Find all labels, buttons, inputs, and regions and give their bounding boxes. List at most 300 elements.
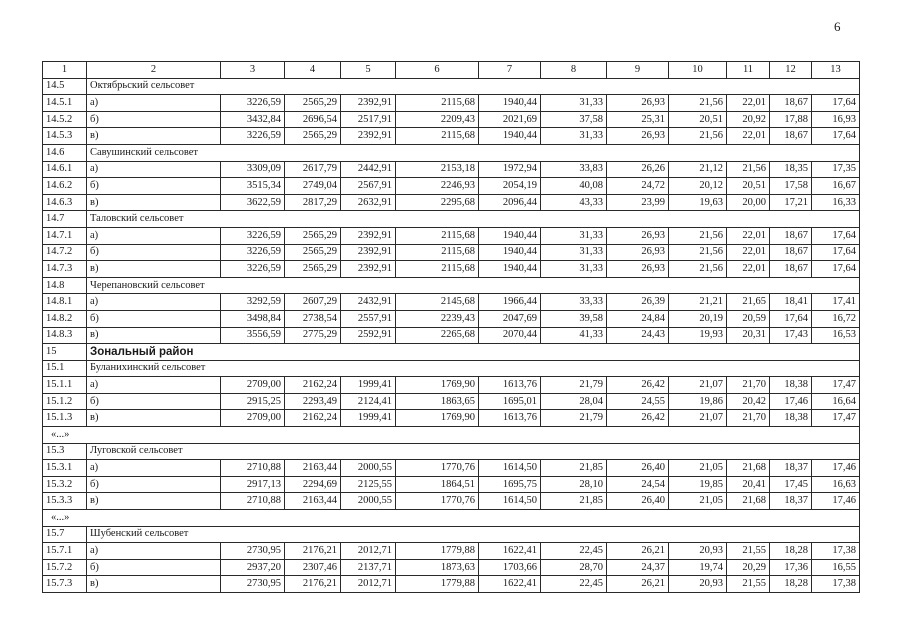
- section-row: [43, 443, 860, 460]
- value-cell: 1999,41: [341, 377, 396, 394]
- row-variant: а): [87, 543, 221, 560]
- value-cell: 2163,44: [285, 493, 341, 510]
- value-cell: 22,45: [541, 576, 607, 593]
- value-cell: 21,12: [669, 161, 727, 178]
- value-cell: 3226,59: [221, 95, 285, 112]
- region-name: Зональный район: [87, 344, 860, 361]
- value-cell: 2937,20: [221, 559, 285, 576]
- row-variant: а): [87, 294, 221, 311]
- value-cell: 19,85: [669, 476, 727, 493]
- row-code: 14.6: [43, 144, 87, 161]
- value-cell: 2145,68: [396, 294, 479, 311]
- value-cell: 2115,68: [396, 95, 479, 112]
- value-cell: 1972,94: [479, 161, 541, 178]
- section-row: [43, 78, 860, 95]
- value-cell: 21,79: [541, 377, 607, 394]
- value-cell: 2239,43: [396, 310, 479, 327]
- value-cell: 2392,91: [341, 95, 396, 112]
- value-cell: 17,38: [812, 576, 860, 593]
- value-cell: 18,67: [770, 128, 812, 145]
- table-row: [43, 178, 860, 195]
- value-cell: 18,37: [770, 460, 812, 477]
- region-row: [43, 344, 860, 361]
- value-cell: 2070,44: [479, 327, 541, 344]
- value-cell: 31,33: [541, 95, 607, 112]
- section-row: [43, 144, 860, 161]
- value-cell: 2115,68: [396, 227, 479, 244]
- section-name: Буланихинский сельсовет: [87, 360, 860, 377]
- row-code: 14.8.3: [43, 327, 87, 344]
- value-cell: 26,40: [607, 493, 669, 510]
- row-code: 14.5: [43, 78, 87, 95]
- value-cell: 2047,69: [479, 310, 541, 327]
- table-row: [43, 111, 860, 128]
- value-cell: 2567,91: [341, 178, 396, 195]
- value-cell: 20,29: [727, 559, 770, 576]
- table-row: [43, 128, 860, 145]
- value-cell: 1770,76: [396, 493, 479, 510]
- value-cell: 17,36: [770, 559, 812, 576]
- value-cell: 2392,91: [341, 244, 396, 261]
- value-cell: 20,19: [669, 310, 727, 327]
- value-cell: 20,93: [669, 543, 727, 560]
- column-header: 10: [669, 62, 727, 79]
- value-cell: 23,99: [607, 194, 669, 211]
- value-cell: 28,10: [541, 476, 607, 493]
- row-variant: б): [87, 310, 221, 327]
- section-row: [43, 277, 860, 294]
- value-cell: 19,93: [669, 327, 727, 344]
- value-cell: 17,41: [812, 294, 860, 311]
- row-code: 14.7.1: [43, 227, 87, 244]
- table-row: [43, 460, 860, 477]
- value-cell: 1613,76: [479, 410, 541, 427]
- value-cell: 2709,00: [221, 377, 285, 394]
- value-cell: 21,68: [727, 493, 770, 510]
- value-cell: 17,46: [770, 393, 812, 410]
- row-code: 15: [43, 344, 87, 361]
- value-cell: 3292,59: [221, 294, 285, 311]
- value-cell: 1779,88: [396, 576, 479, 593]
- row-variant: б): [87, 393, 221, 410]
- value-cell: 18,38: [770, 410, 812, 427]
- table-row: [43, 310, 860, 327]
- table-row: [43, 543, 860, 560]
- table-row: [43, 161, 860, 178]
- row-code: 14.6.3: [43, 194, 87, 211]
- value-cell: 17,35: [812, 161, 860, 178]
- row-code: 15.7.1: [43, 543, 87, 560]
- tariff-table: [42, 61, 860, 593]
- value-cell: 22,45: [541, 543, 607, 560]
- value-cell: 17,64: [812, 261, 860, 278]
- value-cell: 2209,43: [396, 111, 479, 128]
- omission-marker: «...»: [43, 510, 860, 527]
- row-code: 14.7.2: [43, 244, 87, 261]
- value-cell: 2607,29: [285, 294, 341, 311]
- value-cell: 1695,75: [479, 476, 541, 493]
- value-cell: 2432,91: [341, 294, 396, 311]
- value-cell: 33,83: [541, 161, 607, 178]
- row-code: 15.1: [43, 360, 87, 377]
- value-cell: 2124,41: [341, 393, 396, 410]
- row-variant: в): [87, 128, 221, 145]
- value-cell: 17,46: [812, 460, 860, 477]
- value-cell: 21,05: [669, 493, 727, 510]
- column-header: 4: [285, 62, 341, 79]
- value-cell: 20,12: [669, 178, 727, 195]
- value-cell: 1873,63: [396, 559, 479, 576]
- value-cell: 2176,21: [285, 543, 341, 560]
- table-row: [43, 377, 860, 394]
- value-cell: 24,37: [607, 559, 669, 576]
- value-cell: 2565,29: [285, 261, 341, 278]
- row-variant: в): [87, 327, 221, 344]
- header-row: [43, 62, 860, 79]
- value-cell: 2125,55: [341, 476, 396, 493]
- row-code: 15.7: [43, 526, 87, 543]
- value-cell: 17,46: [812, 493, 860, 510]
- table-row: [43, 493, 860, 510]
- value-cell: 20,42: [727, 393, 770, 410]
- table-row: [43, 227, 860, 244]
- row-variant: а): [87, 161, 221, 178]
- section-row: [43, 211, 860, 228]
- value-cell: 3226,59: [221, 244, 285, 261]
- value-cell: 22,01: [727, 244, 770, 261]
- column-header: 7: [479, 62, 541, 79]
- value-cell: 21,79: [541, 410, 607, 427]
- value-cell: 2730,95: [221, 543, 285, 560]
- row-code: 15.1.2: [43, 393, 87, 410]
- value-cell: 24,55: [607, 393, 669, 410]
- row-variant: в): [87, 576, 221, 593]
- row-code: 14.6.2: [43, 178, 87, 195]
- row-variant: а): [87, 377, 221, 394]
- table-row: [43, 393, 860, 410]
- omission-marker: «...»: [43, 427, 860, 444]
- value-cell: 2565,29: [285, 227, 341, 244]
- section-name: Октябрьский сельсовет: [87, 78, 860, 95]
- value-cell: 20,92: [727, 111, 770, 128]
- value-cell: 41,33: [541, 327, 607, 344]
- value-cell: 1769,90: [396, 410, 479, 427]
- value-cell: 26,93: [607, 128, 669, 145]
- value-cell: 22,01: [727, 128, 770, 145]
- value-cell: 26,42: [607, 410, 669, 427]
- value-cell: 17,88: [770, 111, 812, 128]
- value-cell: 1614,50: [479, 460, 541, 477]
- value-cell: 21,70: [727, 410, 770, 427]
- table-row: [43, 95, 860, 112]
- value-cell: 18,28: [770, 576, 812, 593]
- value-cell: 3309,09: [221, 161, 285, 178]
- value-cell: 1940,44: [479, 95, 541, 112]
- value-cell: 16,72: [812, 310, 860, 327]
- value-cell: 26,39: [607, 294, 669, 311]
- table-row: [43, 261, 860, 278]
- value-cell: 18,67: [770, 95, 812, 112]
- page-number: 6: [834, 19, 841, 34]
- row-variant: а): [87, 460, 221, 477]
- value-cell: 2293,49: [285, 393, 341, 410]
- value-cell: 17,21: [770, 194, 812, 211]
- value-cell: 18,28: [770, 543, 812, 560]
- value-cell: 43,33: [541, 194, 607, 211]
- value-cell: 18,35: [770, 161, 812, 178]
- value-cell: 2915,25: [221, 393, 285, 410]
- row-variant: б): [87, 111, 221, 128]
- value-cell: 20,51: [669, 111, 727, 128]
- value-cell: 26,93: [607, 95, 669, 112]
- value-cell: 2294,69: [285, 476, 341, 493]
- section-name: Савушинский сельсовет: [87, 144, 860, 161]
- value-cell: 2517,91: [341, 111, 396, 128]
- value-cell: 3432,84: [221, 111, 285, 128]
- value-cell: 2012,71: [341, 543, 396, 560]
- row-code: 14.6.1: [43, 161, 87, 178]
- value-cell: 2265,68: [396, 327, 479, 344]
- value-cell: 2163,44: [285, 460, 341, 477]
- value-cell: 2632,91: [341, 194, 396, 211]
- value-cell: 16,93: [812, 111, 860, 128]
- value-cell: 2295,68: [396, 194, 479, 211]
- value-cell: 24,72: [607, 178, 669, 195]
- value-cell: 1999,41: [341, 410, 396, 427]
- value-cell: 2442,91: [341, 161, 396, 178]
- value-cell: 17,58: [770, 178, 812, 195]
- table-row: [43, 559, 860, 576]
- section-name: Шубенский сельсовет: [87, 526, 860, 543]
- value-cell: 2096,44: [479, 194, 541, 211]
- value-cell: 21,56: [669, 128, 727, 145]
- value-cell: 1695,01: [479, 393, 541, 410]
- column-header: 2: [87, 62, 221, 79]
- value-cell: 33,33: [541, 294, 607, 311]
- value-cell: 28,70: [541, 559, 607, 576]
- value-cell: 17,43: [770, 327, 812, 344]
- table-row: [43, 194, 860, 211]
- value-cell: 1940,44: [479, 261, 541, 278]
- value-cell: 20,59: [727, 310, 770, 327]
- section-row: [43, 360, 860, 377]
- column-header: 11: [727, 62, 770, 79]
- value-cell: 2710,88: [221, 460, 285, 477]
- table-row: [43, 294, 860, 311]
- table-row: [43, 244, 860, 261]
- value-cell: 21,70: [727, 377, 770, 394]
- value-cell: 2392,91: [341, 261, 396, 278]
- value-cell: 26,21: [607, 543, 669, 560]
- value-cell: 20,51: [727, 178, 770, 195]
- value-cell: 28,04: [541, 393, 607, 410]
- value-cell: 21,21: [669, 294, 727, 311]
- column-header: 6: [396, 62, 479, 79]
- ellipsis-row: [43, 427, 860, 444]
- value-cell: 22,01: [727, 227, 770, 244]
- value-cell: 2565,29: [285, 95, 341, 112]
- value-cell: 1622,41: [479, 576, 541, 593]
- value-cell: 1769,90: [396, 377, 479, 394]
- row-code: 15.3.1: [43, 460, 87, 477]
- value-cell: 2162,24: [285, 377, 341, 394]
- value-cell: 2176,21: [285, 576, 341, 593]
- table-row: [43, 476, 860, 493]
- column-header: 1: [43, 62, 87, 79]
- value-cell: 24,54: [607, 476, 669, 493]
- row-code: 15.3: [43, 443, 87, 460]
- row-variant: в): [87, 410, 221, 427]
- row-code: 15.7.2: [43, 559, 87, 576]
- row-variant: б): [87, 559, 221, 576]
- value-cell: 18,37: [770, 493, 812, 510]
- value-cell: 22,01: [727, 95, 770, 112]
- ellipsis-row: [43, 510, 860, 527]
- value-cell: 2710,88: [221, 493, 285, 510]
- value-cell: 2307,46: [285, 559, 341, 576]
- value-cell: 1622,41: [479, 543, 541, 560]
- value-cell: 17,47: [812, 377, 860, 394]
- value-cell: 17,38: [812, 543, 860, 560]
- value-cell: 16,64: [812, 393, 860, 410]
- value-cell: 1703,66: [479, 559, 541, 576]
- column-header: 12: [770, 62, 812, 79]
- value-cell: 26,93: [607, 244, 669, 261]
- value-cell: 24,43: [607, 327, 669, 344]
- value-cell: 26,21: [607, 576, 669, 593]
- value-cell: 25,31: [607, 111, 669, 128]
- row-code: 14.8.2: [43, 310, 87, 327]
- section-row: [43, 526, 860, 543]
- value-cell: 17,47: [812, 410, 860, 427]
- value-cell: 1779,88: [396, 543, 479, 560]
- value-cell: 37,58: [541, 111, 607, 128]
- row-variant: в): [87, 493, 221, 510]
- row-code: 14.8.1: [43, 294, 87, 311]
- value-cell: 2021,69: [479, 111, 541, 128]
- value-cell: 2775,29: [285, 327, 341, 344]
- row-variant: а): [87, 227, 221, 244]
- value-cell: 24,84: [607, 310, 669, 327]
- row-code: 14.7.3: [43, 261, 87, 278]
- row-code: 14.5.3: [43, 128, 87, 145]
- value-cell: 19,74: [669, 559, 727, 576]
- value-cell: 31,33: [541, 261, 607, 278]
- value-cell: 2565,29: [285, 128, 341, 145]
- value-cell: 21,05: [669, 460, 727, 477]
- value-cell: 31,33: [541, 227, 607, 244]
- table-row: [43, 410, 860, 427]
- value-cell: 21,07: [669, 377, 727, 394]
- column-header: 8: [541, 62, 607, 79]
- value-cell: 16,53: [812, 327, 860, 344]
- value-cell: 17,64: [812, 244, 860, 261]
- value-cell: 1940,44: [479, 227, 541, 244]
- value-cell: 21,56: [727, 161, 770, 178]
- value-cell: 21,56: [669, 244, 727, 261]
- value-cell: 1614,50: [479, 493, 541, 510]
- value-cell: 17,64: [812, 95, 860, 112]
- value-cell: 31,33: [541, 244, 607, 261]
- value-cell: 2246,93: [396, 178, 479, 195]
- value-cell: 2557,91: [341, 310, 396, 327]
- row-variant: б): [87, 178, 221, 195]
- value-cell: 26,93: [607, 261, 669, 278]
- value-cell: 2749,04: [285, 178, 341, 195]
- column-header: 13: [812, 62, 860, 79]
- value-cell: 1940,44: [479, 128, 541, 145]
- value-cell: 2738,54: [285, 310, 341, 327]
- value-cell: 2392,91: [341, 128, 396, 145]
- value-cell: 2115,68: [396, 244, 479, 261]
- value-cell: 20,00: [727, 194, 770, 211]
- value-cell: 3226,59: [221, 227, 285, 244]
- value-cell: 20,31: [727, 327, 770, 344]
- value-cell: 1864,51: [396, 476, 479, 493]
- value-cell: 18,67: [770, 244, 812, 261]
- value-cell: 2696,54: [285, 111, 341, 128]
- value-cell: 26,40: [607, 460, 669, 477]
- value-cell: 3515,34: [221, 178, 285, 195]
- value-cell: 19,63: [669, 194, 727, 211]
- row-code: 14.7: [43, 211, 87, 228]
- value-cell: 17,64: [812, 128, 860, 145]
- table-row: [43, 576, 860, 593]
- row-code: 15.3.3: [43, 493, 87, 510]
- row-variant: б): [87, 476, 221, 493]
- value-cell: 18,67: [770, 227, 812, 244]
- value-cell: 1770,76: [396, 460, 479, 477]
- section-name: Черепановский сельсовет: [87, 277, 860, 294]
- value-cell: 21,55: [727, 576, 770, 593]
- value-cell: 18,38: [770, 377, 812, 394]
- value-cell: 16,33: [812, 194, 860, 211]
- row-code: 14.5.1: [43, 95, 87, 112]
- value-cell: 40,08: [541, 178, 607, 195]
- value-cell: 26,93: [607, 227, 669, 244]
- row-code: 14.5.2: [43, 111, 87, 128]
- value-cell: 1940,44: [479, 244, 541, 261]
- value-cell: 2392,91: [341, 227, 396, 244]
- row-code: 14.8: [43, 277, 87, 294]
- value-cell: 2054,19: [479, 178, 541, 195]
- row-code: 15.1.3: [43, 410, 87, 427]
- value-cell: 17,45: [770, 476, 812, 493]
- value-cell: 16,55: [812, 559, 860, 576]
- value-cell: 17,64: [812, 227, 860, 244]
- value-cell: 2617,79: [285, 161, 341, 178]
- column-header: 9: [607, 62, 669, 79]
- table-row: [43, 327, 860, 344]
- table-body: [43, 62, 860, 593]
- section-name: Таловский сельсовет: [87, 211, 860, 228]
- value-cell: 2709,00: [221, 410, 285, 427]
- value-cell: 3226,59: [221, 261, 285, 278]
- value-cell: 26,42: [607, 377, 669, 394]
- value-cell: 2730,95: [221, 576, 285, 593]
- row-variant: в): [87, 194, 221, 211]
- value-cell: 21,85: [541, 460, 607, 477]
- column-header: 5: [341, 62, 396, 79]
- value-cell: 3498,84: [221, 310, 285, 327]
- value-cell: 2115,68: [396, 128, 479, 145]
- value-cell: 26,26: [607, 161, 669, 178]
- row-variant: в): [87, 261, 221, 278]
- value-cell: 17,64: [770, 310, 812, 327]
- value-cell: 22,01: [727, 261, 770, 278]
- value-cell: 2000,55: [341, 493, 396, 510]
- value-cell: 1613,76: [479, 377, 541, 394]
